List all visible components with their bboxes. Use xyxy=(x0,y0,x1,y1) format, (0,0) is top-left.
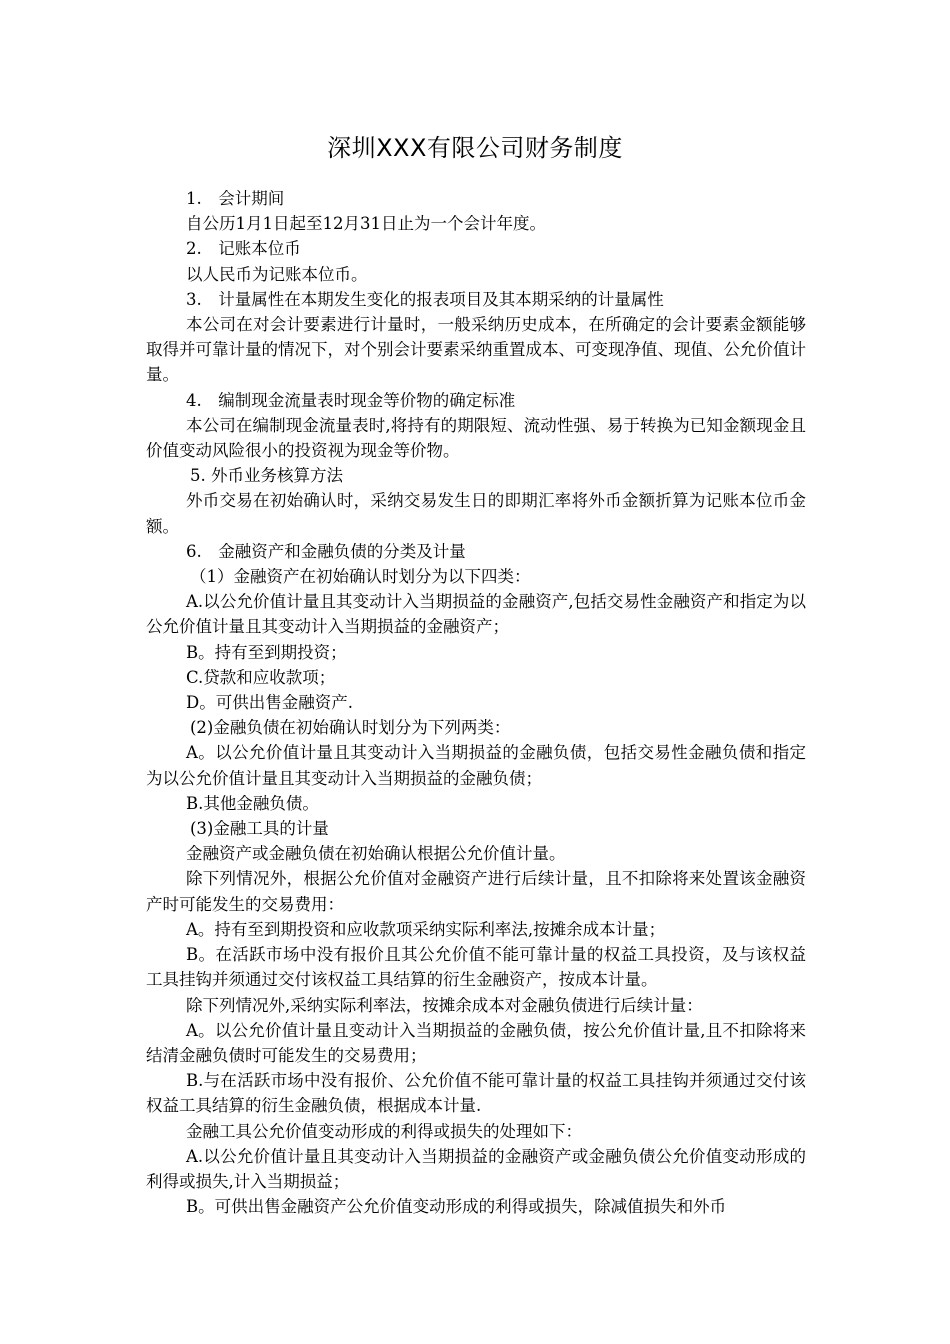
list-item: A。以公允价值计量且其变动计入当期损益的金融负债，包括交易性金融负债和指定为以公允价值计量且其变动计入当期损益的金融负债； xyxy=(146,743,806,788)
paragraph: 本公司在对会计要素进行计量时，一般采纳历史成本，在所确定的会计要素金额能够取得并可靠计量的情况下，对个别会计要素采纳重置成本、可变现净值、现值、公允价值计量。 xyxy=(146,315,806,385)
list-item: B。持有至到期投资； xyxy=(186,642,347,662)
list-item: A.以公允价值计量且其变动计入当期损益的金融资产,包括交易性金融资产和指定为以公允价值计量且其变动计入当期损益的金融资产； xyxy=(146,592,806,637)
list-item: B。可供出售金融资产公允价值变动形成的利得或损失，除减值损失和外币 xyxy=(186,1197,727,1217)
paragraph: 自公历1月1日起至12月31日止为一个会计年度。 xyxy=(186,214,546,234)
list-item: B.其他金融负债。 xyxy=(186,793,319,813)
subsection-heading: （1）金融资产在初始确认时划分为以下四类： xyxy=(190,567,531,587)
section-heading-cash-equivalents: 4. 编制现金流量表时现金等价物的确定标准 xyxy=(186,390,516,410)
subsection-heading: (3)金融工具的计量 xyxy=(190,819,329,839)
section-heading-bookkeeping-currency: 2. 记账本位币 xyxy=(186,239,301,259)
list-item: A.以公允价值计量且其变动计入当期损益的金融资产或金融负债公允价值变动形成的利得或损失,计入当期损益； xyxy=(146,1146,806,1191)
paragraph: 除下列情况外,采纳实际利率法，按摊余成本对金融负债进行后续计量： xyxy=(186,995,703,1015)
list-item: C.贷款和应收款项； xyxy=(186,667,336,687)
list-item: B.与在活跃市场中没有报价、公允价值不能可靠计量的权益工具挂钩并须通过交付该权益工具结算的衍生金融负债，根据成本计量. xyxy=(146,1071,806,1116)
paragraph: 本公司在编制现金流量表时,将持有的期限短、流动性强、易于转换为已知金额现金且价值变动风险很小的投资视为现金等价物。 xyxy=(146,415,806,461)
list-item: A。持有至到期投资和应收款项采纳实际利率法,按摊余成本计量； xyxy=(186,919,666,939)
paragraph: 以人民币为记账本位币。 xyxy=(186,264,368,284)
list-item: B。在活跃市场中没有报价且其公允价值不能可靠计量的权益工具投资，及与该权益工具挂钩并须通过交付该权益工具结算的衍生金融资产，按成本计量。 xyxy=(146,945,806,990)
section-heading-foreign-currency: 5. 外币业务核算方法 xyxy=(190,466,343,486)
document-title: 深圳XXX有限公司财务制度 xyxy=(327,134,623,162)
section-heading-financial-instruments: 6. 金融资产和金融负债的分类及计量 xyxy=(186,541,466,561)
list-item: A。以公允价值计量且变动计入当期损益的金融负债，按公允价值计量,且不扣除将来结清金融负债时可能发生的交易费用； xyxy=(146,1020,806,1065)
section-heading-accounting-period: 1. 会计期间 xyxy=(186,189,285,208)
section-heading-measurement-attributes: 3. 计量属性在本期发生变化的报表项目及其本期采纳的计量属性 xyxy=(186,289,664,309)
list-item: D。可供出售金融资产. xyxy=(186,693,353,713)
document-body xyxy=(146,186,806,1219)
paragraph: 外币交易在初始确认时，采纳交易发生日的即期汇率将外币金额折算为记账本位币金额。 xyxy=(146,491,806,536)
paragraph: 金融资产或金融负债在初始确认根据公允价值计量。 xyxy=(186,844,566,864)
paragraph: 除下列情况外，根据公允价值对金融资产进行后续计量，且不扣除将来处置该金融资产时可能发生的交易费用： xyxy=(146,869,806,914)
paragraph: 金融工具公允价值变动形成的利得或损失的处理如下： xyxy=(186,1121,582,1141)
subsection-heading: (2)金融负债在初始确认时划分为下列两类： xyxy=(190,718,511,738)
